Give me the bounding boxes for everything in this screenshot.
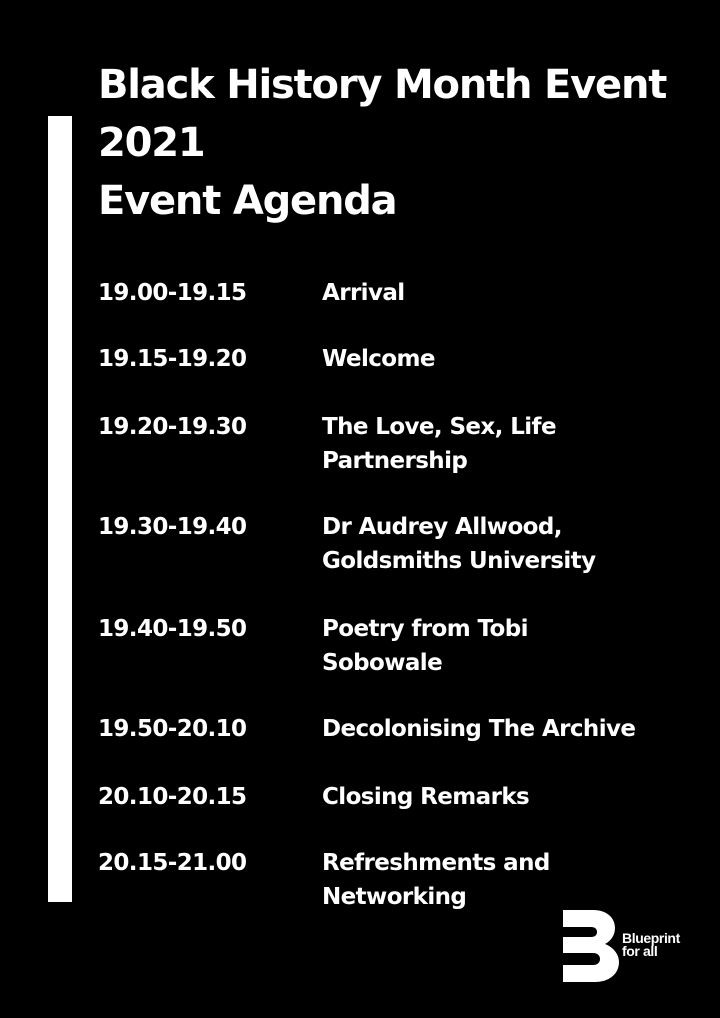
agenda-item-line-2: Networking — [322, 884, 467, 910]
agenda-item — [322, 410, 652, 478]
decorative-side-bar — [48, 116, 72, 902]
agenda-time: 19.15-19.20 — [98, 346, 247, 372]
agenda-item-line-1: Poetry from Tobi — [322, 616, 528, 642]
agenda-row — [98, 780, 652, 814]
agenda-item-line-1: Arrival — [322, 280, 405, 306]
page-title-line-2: 2021 — [98, 120, 205, 166]
agenda-item — [322, 712, 652, 746]
agenda-item-line-2: Goldsmiths University — [322, 548, 596, 574]
agenda-time: 19.30-19.40 — [98, 514, 247, 540]
blueprint-logo — [563, 910, 693, 982]
agenda-item-line-2: Partnership — [322, 448, 468, 474]
agenda-row — [98, 712, 652, 746]
agenda-item-line-1: Decolonising The Archive — [322, 716, 636, 742]
logo-line-1: Blueprint — [622, 930, 680, 946]
agenda-time: 19.40-19.50 — [98, 616, 247, 642]
agenda-row — [98, 276, 652, 310]
agenda-item-line-1: Welcome — [322, 346, 435, 372]
agenda-row — [98, 342, 652, 376]
agenda-time: 19.20-19.30 — [98, 414, 247, 440]
agenda-time: 19.50-20.10 — [98, 716, 247, 742]
agenda-item-line-1: Closing Remarks — [322, 784, 530, 810]
logo-line-2: for all — [622, 943, 658, 959]
agenda-time: 20.15-21.00 — [98, 850, 247, 876]
agenda-row — [98, 410, 652, 478]
agenda-item-line-1: The Love, Sex, Life — [322, 414, 556, 440]
header — [98, 56, 698, 230]
blueprint-b-logo-icon — [563, 910, 619, 982]
logo-wordmark — [622, 932, 680, 958]
agenda-row — [98, 510, 652, 578]
agenda-item — [322, 276, 652, 310]
agenda-item — [322, 780, 652, 814]
agenda-row — [98, 846, 652, 914]
page-subtitle: Event Agenda — [98, 178, 397, 224]
agenda-item — [322, 342, 652, 376]
page-title-line-1: Black History Month Event — [98, 62, 667, 108]
agenda-time: 20.10-20.15 — [98, 784, 247, 810]
agenda-item — [322, 846, 652, 914]
agenda-item-line-2: Sobowale — [322, 650, 443, 676]
agenda-item — [322, 612, 652, 680]
agenda-item-line-1: Dr Audrey Allwood, — [322, 514, 562, 540]
agenda-row — [98, 612, 652, 680]
agenda-item-line-1: Refreshments and — [322, 850, 550, 876]
agenda-time: 19.00-19.15 — [98, 280, 247, 306]
agenda-item — [322, 510, 652, 578]
